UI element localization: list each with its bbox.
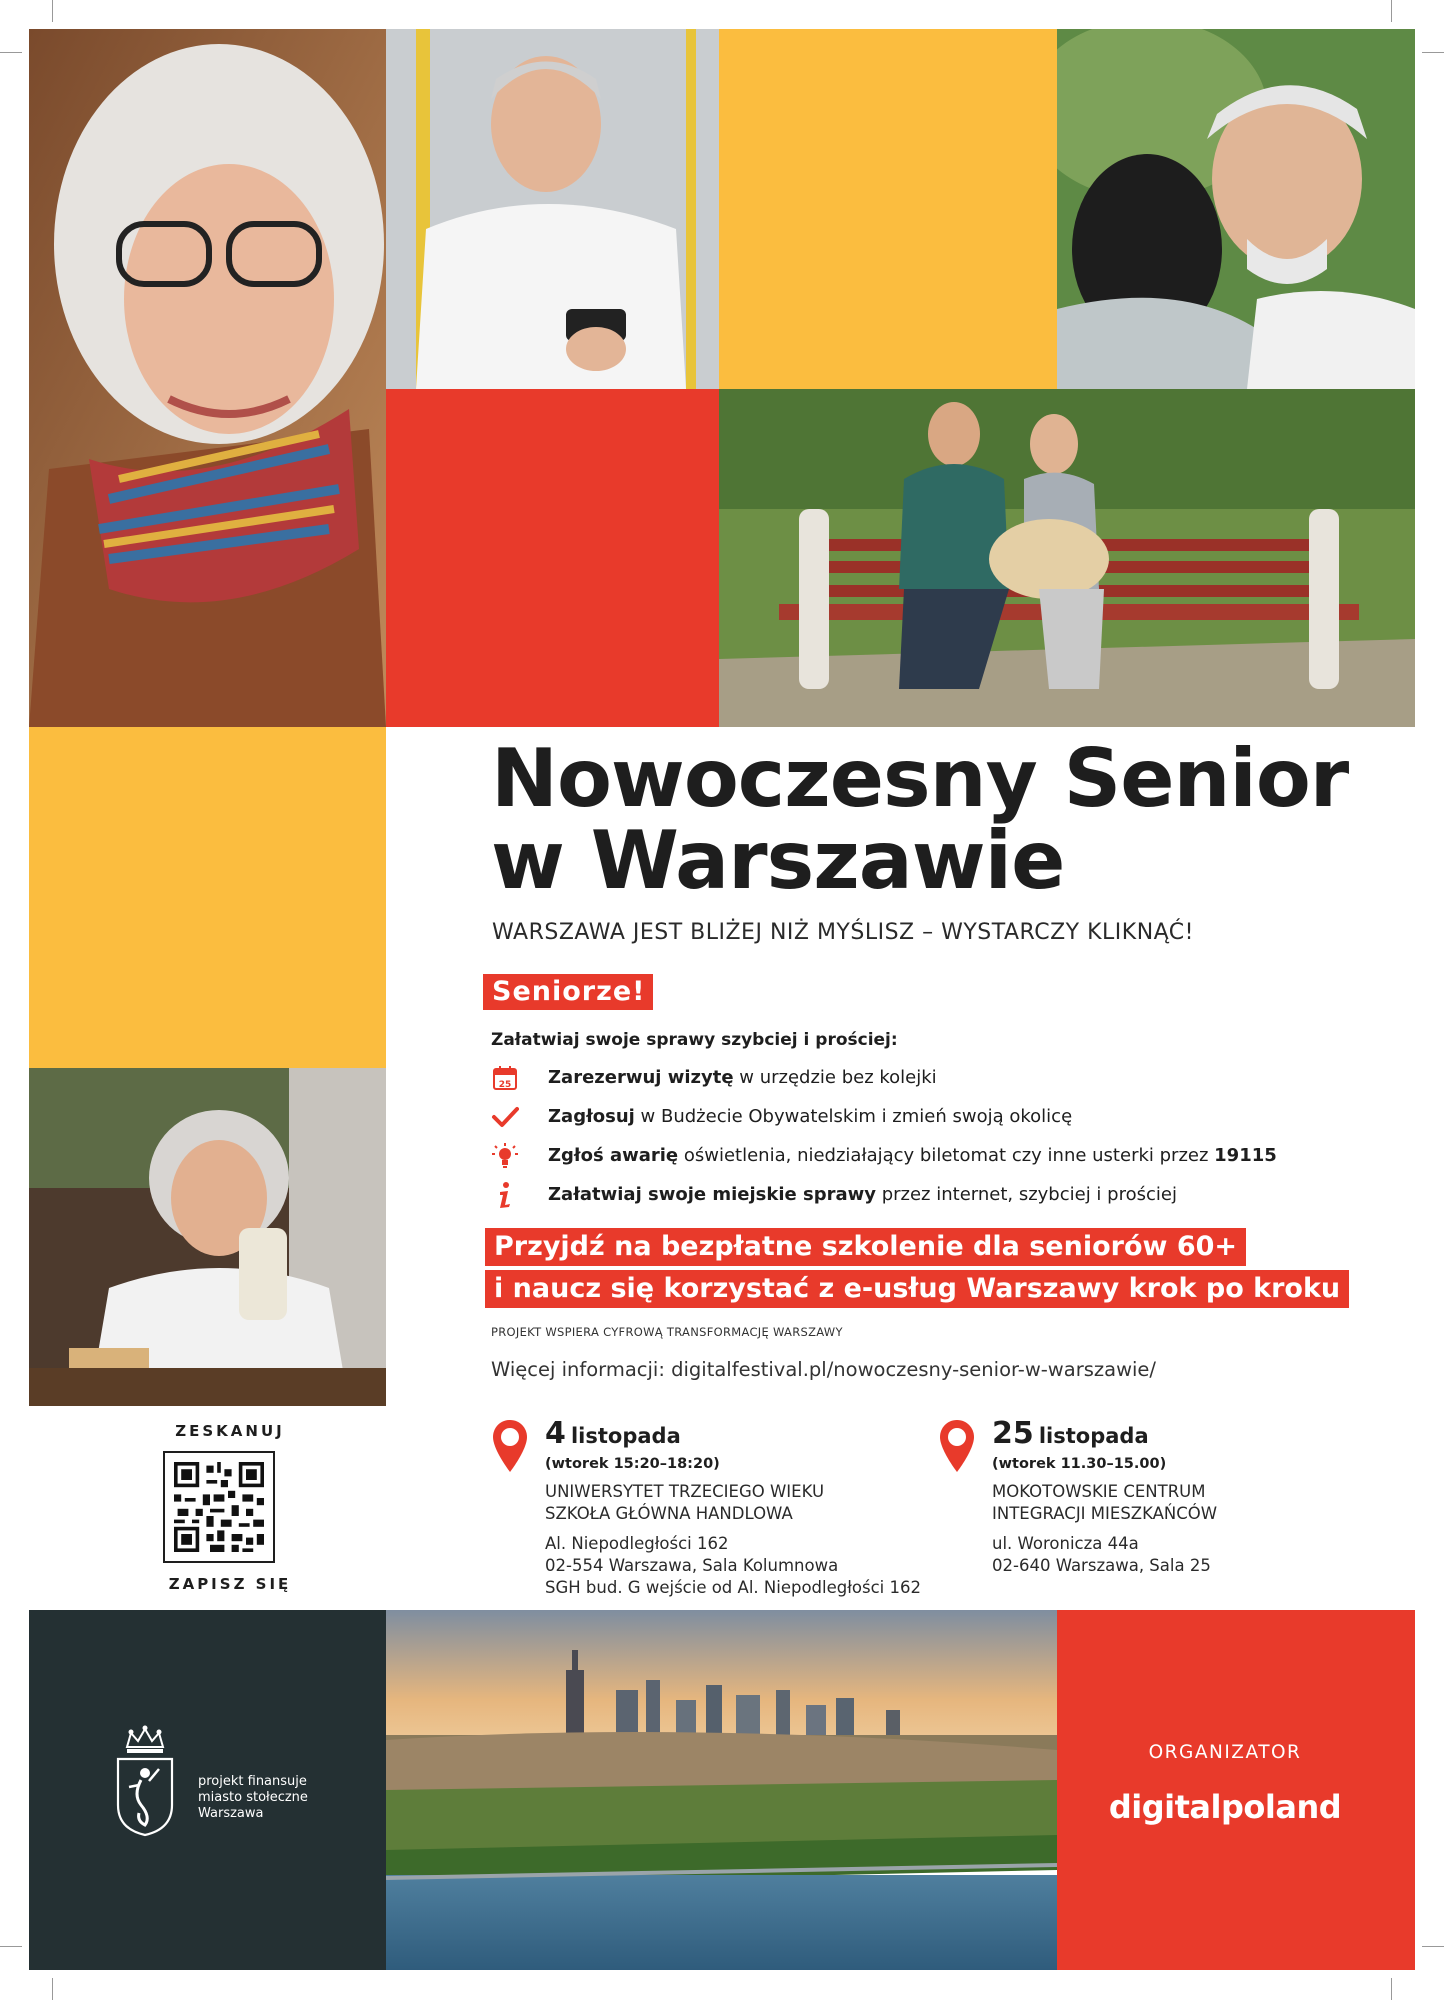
red-block [386, 389, 719, 727]
crop-mark [52, 0, 53, 22]
qr-code[interactable] [163, 1451, 275, 1563]
info-icon [491, 1181, 519, 1209]
funding-line-3: Warszawa [198, 1806, 264, 1821]
page-title [491, 732, 1391, 907]
item-bold: Zagłosuj [548, 1106, 635, 1127]
photo-warsaw-skyline [386, 1610, 1057, 1970]
checkmark-icon [491, 1103, 519, 1131]
funding-line-2: miasto stołeczne [198, 1790, 308, 1805]
more-info-link[interactable]: Więcej informacji: digitalfestival.pl/nowoczesny-senior-w-warszawie/ [491, 1358, 1156, 1381]
event-address-2: 02-640 Warszawa, Sala 25 [992, 1556, 1211, 1575]
location-pin-icon [491, 1418, 529, 1474]
crop-mark [1422, 1946, 1444, 1947]
event-address-3: SGH bud. G wejście od Al. Niepodległości 162 [545, 1578, 921, 1597]
list-item [491, 1142, 1391, 1172]
event-day: 4 [545, 1416, 566, 1451]
qr-code-icon [174, 1462, 264, 1552]
crop-mark [1391, 1978, 1392, 2000]
organizer-label: ORGANIZATOR [1148, 1742, 1302, 1763]
tagline: WARSZAWA JEST BLIŻEJ NIŻ MYŚLISZ – WYSTARCZY KLIKNĄĆ! [492, 920, 1194, 945]
photo-senior-man-outdoors [1057, 29, 1415, 389]
event-time: (wtorek 15:20–18:20) [545, 1456, 720, 1472]
project-note: PROJEKT WSPIERA CYFROWĄ TRANSFORMACJĘ WARSZAWY [491, 1325, 843, 1339]
event-place-2: INTEGRACJI MIESZKAŃCÓW [992, 1504, 1218, 1523]
photo-senior-woman-scarf [29, 29, 386, 727]
seniors-badge: Seniorze! [483, 974, 653, 1010]
crop-mark [0, 52, 22, 53]
event-place-1: MOKOTOWSKIE CENTRUM [992, 1482, 1206, 1501]
location-pin-icon [938, 1418, 976, 1474]
photo-couple-bench-dog [719, 389, 1415, 727]
yellow-block-left [29, 727, 386, 1068]
item-extra: 19115 [1214, 1145, 1277, 1166]
photo-senior-man-phone [386, 29, 719, 389]
event-place-1: UNIWERSYTET TRZECIEGO WIEKU [545, 1482, 825, 1501]
qr-bottom-label: ZAPISZ SIĘ [168, 1575, 292, 1593]
photo-senior-woman-phone-cafe [29, 1068, 386, 1406]
lead-text: Załatwiaj swoje sprawy szybciej i prościej: [491, 1030, 898, 1050]
list-item [491, 1103, 1391, 1133]
list-item [491, 1181, 1391, 1211]
svg-text:25: 25 [498, 1080, 512, 1090]
event-address-1: Al. Niepodległości 162 [545, 1534, 729, 1553]
crop-mark [52, 1978, 53, 2000]
crop-mark [0, 1946, 22, 1947]
item-bold: Zarezerwuj wizytę [548, 1067, 734, 1088]
cta-line-2: i naucz się korzystać z e-usług Warszawy krok po kroku [485, 1270, 1349, 1308]
event-1 [491, 1416, 921, 1598]
title-line-1: Nowoczesny Senior [491, 732, 1349, 825]
event-day: 25 [992, 1416, 1034, 1451]
event-address-1: ul. Woronicza 44a [992, 1534, 1139, 1553]
item-rest: oświetlenia, niedziałający biletomat czy inne usterki przez [678, 1145, 1215, 1166]
event-month: listopada [1038, 1424, 1149, 1448]
event-place-2: SZKOŁA GŁÓWNA HANDLOWA [545, 1504, 793, 1523]
event-date [545, 1416, 681, 1451]
item-rest: przez internet, szybciej i prościej [875, 1184, 1177, 1205]
cta-line-1: Przyjdź na bezpłatne szkolenie dla seniorów 60+ [485, 1228, 1246, 1266]
event-month: listopada [570, 1424, 681, 1448]
crop-mark [1422, 52, 1444, 53]
event-2 [938, 1418, 1358, 1598]
qr-top-label: ZESKANUJ [175, 1422, 285, 1440]
digitalpoland-logo: digitalpoland [1108, 1788, 1342, 1826]
funding-text [198, 1774, 308, 1822]
title-line-2: w Warszawie [491, 814, 1065, 907]
item-bold: Zgłoś awarię [548, 1145, 679, 1166]
crop-mark [1391, 0, 1392, 22]
funding-line-1: projekt finansuje [198, 1774, 307, 1789]
item-rest: w Budżecie Obywatelskim i zmień swoją okolicę [634, 1106, 1073, 1127]
list-item [491, 1064, 1391, 1094]
yellow-block [719, 29, 1057, 389]
warsaw-coat-of-arms-icon [115, 1725, 175, 1837]
item-rest: w urzędzie bez kolejki [733, 1067, 937, 1088]
lightbulb-icon [491, 1142, 519, 1170]
event-time: (wtorek 11.30–15.00) [992, 1456, 1167, 1472]
event-date [992, 1416, 1149, 1451]
event-address-2: 02-554 Warszawa, Sala Kolumnowa [545, 1556, 839, 1575]
calendar-icon [491, 1064, 519, 1092]
item-bold: Załatwiaj swoje miejskie sprawy [548, 1184, 876, 1205]
